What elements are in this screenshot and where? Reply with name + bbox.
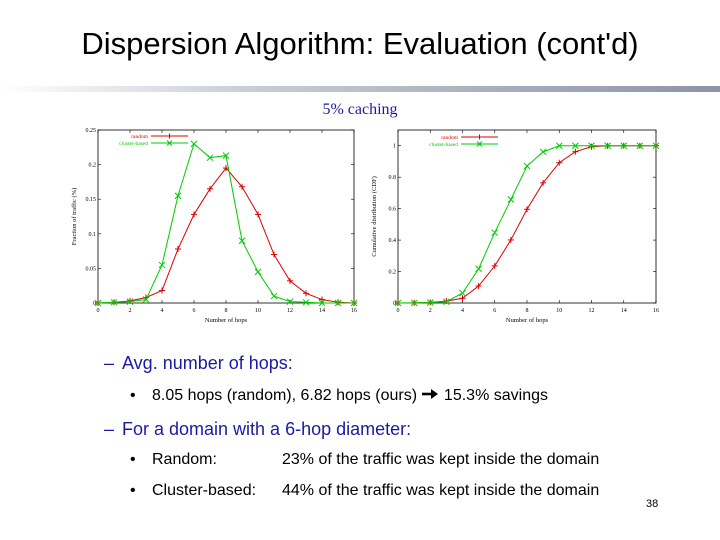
fraction-of-traffic-chart — [71, 124, 366, 330]
y-tick-label: 1 — [393, 143, 396, 150]
x-axis-label: Number of hops — [505, 317, 549, 324]
y-tick-label: 0 — [93, 301, 96, 307]
bullet-heading: Avg. number of hops: — [122, 353, 293, 373]
y-tick-label: 0.2 — [88, 162, 96, 169]
data-point-random — [572, 149, 578, 155]
bullet-avg-hops — [104, 353, 293, 374]
data-point-random — [271, 252, 277, 258]
data-point-random — [319, 297, 325, 303]
bullet-dot: • — [130, 387, 136, 405]
y-axis-label: Cumulative distribution (CDF) — [371, 176, 378, 257]
x-tick-label: 8 — [224, 308, 228, 314]
plot-frame — [398, 130, 656, 303]
data-point-random — [255, 211, 261, 217]
series-line-random — [398, 146, 656, 303]
x-tick-label: 4 — [461, 308, 464, 314]
y-tick-label: 0.6 — [388, 206, 396, 213]
bullet-dot: • — [130, 482, 136, 499]
x-tick-label: 14 — [620, 308, 627, 314]
x-tick-label: 2 — [428, 308, 432, 314]
data-point-random — [191, 211, 197, 217]
bullet-dot: • — [130, 451, 136, 468]
x-tick-label: 14 — [319, 308, 325, 314]
data-point-cluster-based — [271, 293, 277, 299]
random-label: Random: — [152, 451, 217, 468]
y-tick-label: 0.2 — [388, 269, 396, 276]
data-point-random — [159, 288, 165, 294]
bullet-avg-hops-detail — [130, 387, 548, 405]
data-point-random — [175, 246, 181, 252]
data-point-random — [508, 237, 514, 243]
legend-label-cluster-based: cluster-based — [429, 142, 458, 148]
bullet-cluster — [130, 482, 599, 500]
y-tick-label: 0.25 — [85, 128, 96, 134]
x-tick-label: 10 — [556, 308, 563, 314]
y-tick-label: 0.15 — [85, 197, 96, 204]
y-tick-label: 0 — [393, 301, 396, 307]
chart-subtitle: 5% caching — [322, 101, 398, 118]
legend-label-cluster-based: cluster-based — [119, 141, 148, 147]
data-point-cluster-based — [255, 269, 261, 275]
x-tick-label: 12 — [287, 308, 293, 314]
series-line-cluster-based — [398, 146, 656, 303]
cluster-text: 44% of the traffic was kept inside the domain — [282, 482, 600, 499]
random-text: 23% of the traffic was kept inside the domain — [282, 451, 600, 468]
data-point-cluster-based — [191, 141, 197, 147]
x-tick-label: 0 — [96, 308, 100, 314]
x-tick-label: 6 — [493, 308, 497, 314]
legend-label-random: random — [441, 135, 458, 141]
y-axis-label: Fraction of traffic (%) — [71, 187, 78, 246]
x-axis-label: Number of hops — [204, 317, 248, 324]
cumulative-distribution-chart — [366, 124, 666, 330]
dash-marker: – — [104, 353, 115, 373]
data-point-cluster-based — [460, 290, 466, 296]
y-tick-label: 0.8 — [388, 175, 396, 182]
savings-text: 15.3% savings — [439, 387, 548, 405]
legend-label-random: random — [131, 134, 148, 140]
page-number: 38 — [646, 498, 659, 510]
y-tick-label: 0.4 — [388, 238, 396, 245]
hops-comparison-text: 8.05 hops (random), 6.82 hops (ours) — [152, 387, 422, 405]
data-point-cluster-based — [476, 266, 482, 272]
bullet-random — [130, 451, 599, 469]
data-point-cluster-based — [540, 149, 546, 155]
x-tick-label: 6 — [192, 308, 196, 314]
data-point-random — [589, 144, 595, 150]
x-tick-label: 8 — [525, 308, 529, 314]
x-tick-label: 0 — [396, 308, 400, 314]
data-point-random — [524, 206, 530, 212]
bullet-heading: For a domain with a 6-hop diameter: — [122, 419, 412, 439]
bullet-domain — [104, 419, 411, 440]
x-tick-label: 12 — [588, 308, 595, 314]
x-tick-label: 2 — [128, 308, 132, 314]
data-point-cluster-based — [524, 163, 530, 169]
x-tick-label: 10 — [255, 308, 261, 314]
data-point-cluster-based — [508, 197, 514, 203]
series-line-random — [98, 168, 354, 303]
y-tick-label: 0.05 — [85, 266, 96, 273]
slide-title: Dispersion Algorithm: Evaluation (cont'd) — [81, 26, 639, 61]
y-tick-label: 0.1 — [88, 231, 96, 238]
dash-marker: – — [104, 419, 115, 439]
x-tick-label: 16 — [351, 308, 357, 314]
x-tick-label: 16 — [653, 308, 659, 314]
x-tick-label: 4 — [160, 308, 164, 314]
cluster-label: Cluster-based: — [152, 482, 257, 499]
data-point-cluster-based — [492, 230, 498, 236]
arrow-right-icon — [421, 387, 439, 405]
title-divider — [0, 86, 720, 92]
